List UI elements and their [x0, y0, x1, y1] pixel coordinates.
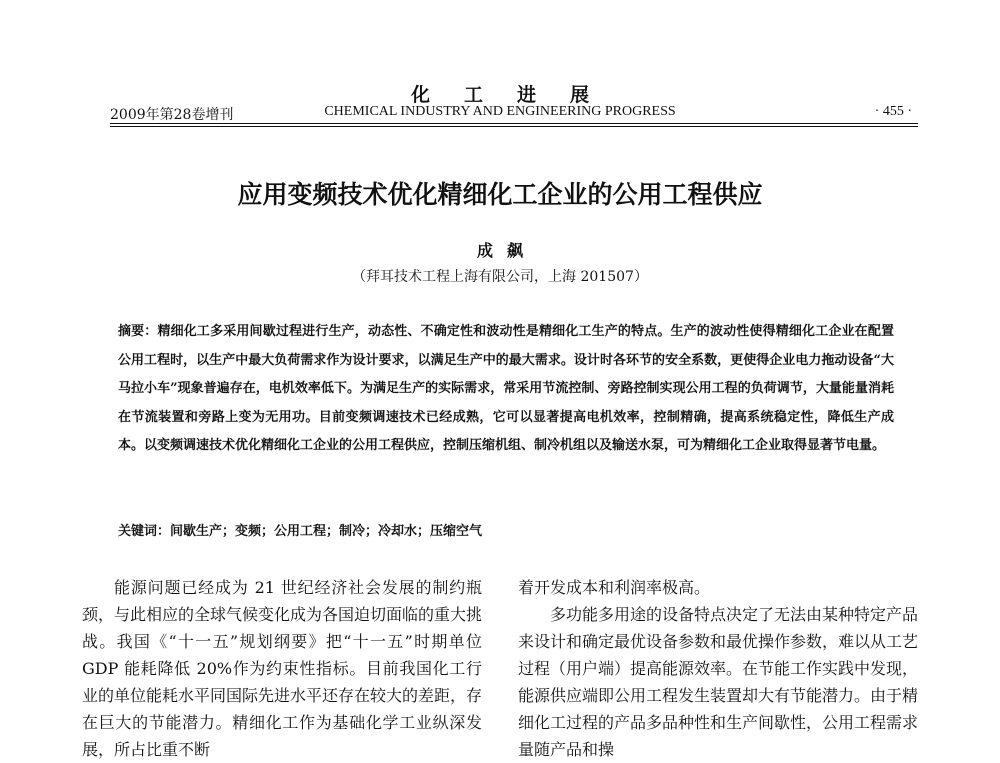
keywords-text: 间歇生产；变频；公用工程；制冷；冷却水；压缩空气	[170, 524, 483, 539]
abstract-text: 精细化工多采用间歇过程进行生产，动态性、不确定性和波动性是精细化工生产的特点。生产的波动性使得精细化工企业在配置公用工程时，以生产中最大负荷需求作为设计要求，以满足生产中的最大需求。设计时各环节的安全系数，更使得企业电力拖动设备“大马拉小车”现象普遍存在，电机效率低下。为满足生产的实际需求，常采用节流控制、旁路控制实现公用工程的负荷调节，大量能量消耗在节流装置和旁路上变为无用功。目前变频调速技术已经成熟，它可以显著提高电机效率，控制精确，提高系统稳定性，降低生产成本。以变频调速技术优化精细化工企业的公用工程供应，控制压缩机组、制冷机组以及输送水泵，可为精细化工企业取得显著节电量。	[118, 324, 894, 454]
body-column-right	[518, 574, 918, 763]
body-paragraph: 多功能多用途的设备特点决定了无法由某种特定产品来设计和确定最优设备参数和最优操作参数，难以从工艺过程（用户端）提高能源效率。在节能工作实践中发现，能源供应端即公用工程发生装置却大有节能潜力。由于精细化工过程的产品多品种性和生产间歇性，公用工程需求量随产品和操	[518, 605, 919, 759]
page-number: · 455 ·	[874, 104, 912, 119]
body-column-left	[82, 574, 482, 763]
body-paragraph: 能源问题已经成为 21 世纪经济社会发展的制约瓶颈，与此相应的全球气候变化成为各国迫切面临的重大挑战。我国《“十一五”规划纲要》把“十一五”时期单位 GDP 能耗降低 20%作为约束性指标。目前我国化工行业的单位能耗水平同国际先进水平还存在较大的差距，存在巨大的节能潜力。精细化工作为基础化学工业纵深发展，所占比重不断	[82, 578, 483, 759]
abstract	[118, 318, 894, 461]
header-rule	[110, 123, 918, 124]
header-rule-thin	[110, 126, 918, 127]
abstract-label: 摘要：	[118, 324, 158, 339]
author-affiliation: （拜耳技术工程上海有限公司，上海 201507）	[352, 269, 648, 285]
journal-title-en: CHEMICAL INDUSTRY AND ENGINEERING PROGRESS	[324, 104, 676, 119]
issue-info: 2009年第28卷增刊	[110, 107, 234, 123]
journal-title-cn: 化工进展	[410, 84, 623, 106]
article-title: 应用变频技术优化精细化工企业的公用工程供应	[237, 180, 763, 209]
keywords	[118, 520, 894, 539]
body-paragraph: 着开发成本和利润率极高。	[518, 578, 711, 597]
keywords-label: 关键词：	[118, 524, 171, 539]
article-author: 成飙	[476, 241, 537, 260]
